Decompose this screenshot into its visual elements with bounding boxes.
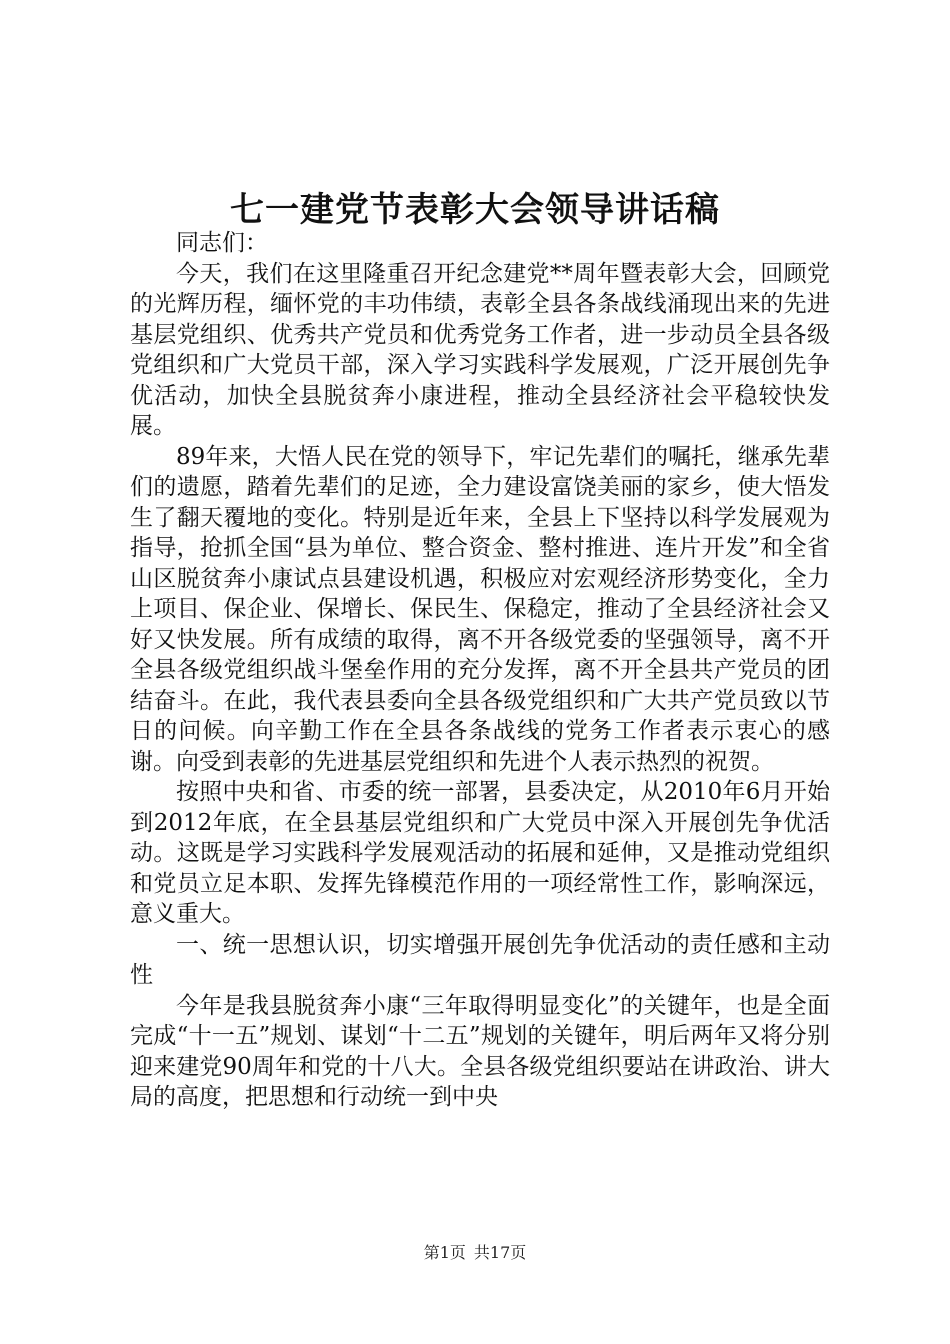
body-paragraph: 今天，我们在这里隆重召开纪念建党**周年暨表彰大会，回顾党的光辉历程，缅怀党的丰功伟绩，表彰全县各条战线涌现出来的先进基层党组织、优秀共产党员和优秀党务工作者，进一步动员全县各级党组织和广大党员干部，深入学习实践科学发展观，广泛开展创先争优活动，加快全县脱贫奔小康进程，推动全县经济社会平稳较快发展。 (130, 260, 830, 439)
body-paragraph: 今年是我县脱贫奔小康“三年取得明显变化”的关键年，也是全面完成“十一五”规划、谋划“十二五”规划的关键年，明后两年又将分别迎来建党90周年和党的十八大。全县各级党组织要站在讲政治、讲大局的高度，把思想和行动统一到中央 (130, 992, 830, 1110)
page-number: 第1页 (423, 1243, 466, 1262)
body-paragraph: 按照中央和省、市委的统一部署，县委决定，从2010年6月开始到2012年底，在全县基层党组织和广大党员中深入开展创先争优活动。这既是学习实践科学发展观活动的拓展和延伸，又是推动党组织和党员立足本职、发挥先锋模范作用的一项经常性工作，影响深远，意义重大。 (130, 779, 830, 927)
body-paragraph: 89年来，大悟人民在党的领导下，牢记先辈们的嘱托，继承先辈们的遗愿，踏着先辈们的足迹，全力建设富饶美丽的家乡，使大悟发生了翻天覆地的变化。特别是近年来，全县上下坚持以科学发展观为指导，抢抓全国“县为单位、整合资金、整村推进、连片开发”和全省山区脱贫奔小康试点县建设机遇，积极应对宏观经济形势变化，全力上项目、保企业、保增长、保民生、保稳定，推动了全县经济社会又好又快发展。所有成绩的取得，离不开各级党委的坚强领导，离不开全县各级党组织战斗堡垒作用的充分发挥，离不开全县共产党员的团结奋斗。在此，我代表县委向全县各级党组织和广大共产党员致以节日的问候。向辛勤工作在全县各条战线的党务工作者表示衷心的感谢。向受到表彰的先进基层党组织和先进个人表示热烈的祝贺。 (130, 443, 830, 775)
document-title: 七一建党节表彰大会领导讲话稿 (230, 190, 720, 230)
page-total: 共17页 (473, 1243, 527, 1262)
document-body (130, 228, 830, 1113)
section-heading: 一、统一思想认识，切实增强开展创先争优活动的责任感和主动性 (130, 931, 830, 988)
salutation-paragraph: 同志们： (176, 230, 268, 256)
page-footer (0, 1242, 950, 1264)
